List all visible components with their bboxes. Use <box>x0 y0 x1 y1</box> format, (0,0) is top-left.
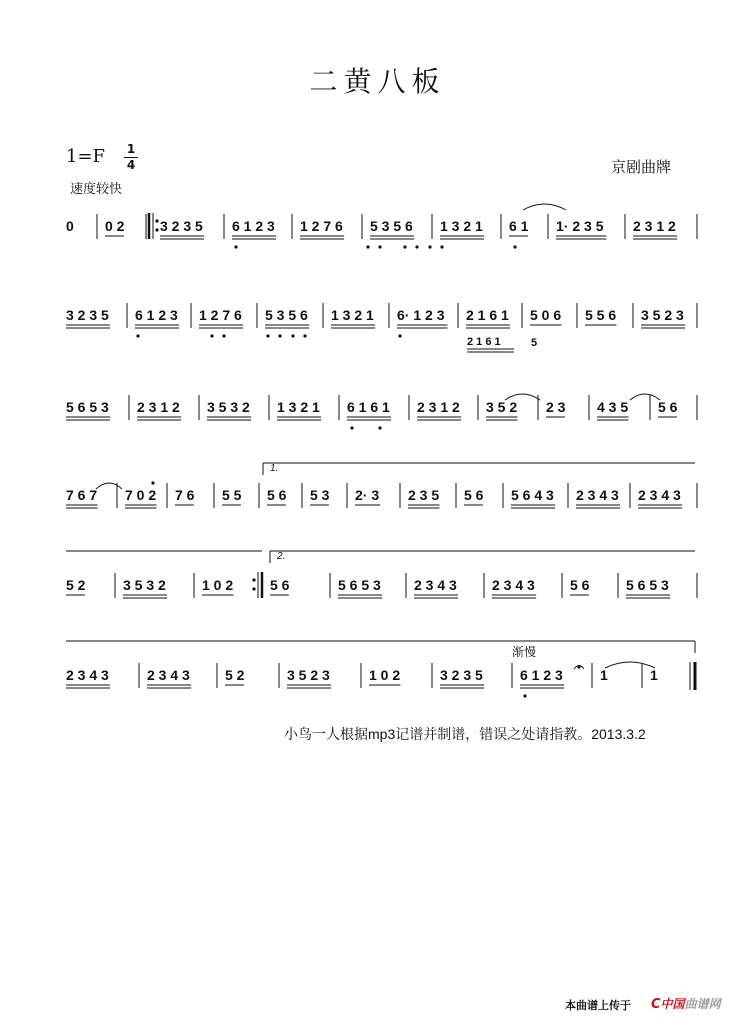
note-group: 1 3 2 1 <box>277 399 320 415</box>
octave-dot <box>222 334 225 337</box>
note-group: 5 6 <box>658 399 678 415</box>
note-group: 5 6 <box>267 487 287 503</box>
octave-dot <box>278 334 281 337</box>
note-group: 2 3 4 3 <box>66 667 109 683</box>
note-group: 5 6 <box>270 577 290 593</box>
note-group: 2· 3 <box>355 487 380 503</box>
fermata-dot <box>577 665 580 668</box>
octave-dot <box>378 426 381 429</box>
note-group: 3 5 3 2 <box>207 399 250 415</box>
note-group: 5 6 4 3 <box>511 487 554 503</box>
note-group: 2 3 4 3 <box>492 577 535 593</box>
note-group: 0 <box>66 218 74 234</box>
note-group: 3 2 3 5 <box>440 667 483 683</box>
site-logo[interactable] <box>651 995 721 1012</box>
note-group: 5 5 <box>222 487 242 503</box>
note-group: 5 3 5 6 <box>370 218 413 234</box>
note-group: 6 1 2 3 <box>232 218 275 234</box>
note-group: 5 6 <box>570 577 590 593</box>
note-group: 2 3 1 2 <box>417 399 460 415</box>
note-group: 5 6 5 3 <box>338 577 381 593</box>
note-group: 2 3 <box>546 399 566 415</box>
octave-dot <box>266 334 269 337</box>
slur-arc <box>630 394 660 400</box>
note-group: 5 6 5 3 <box>626 577 669 593</box>
octave-dot <box>428 245 431 248</box>
octave-dot <box>398 334 401 337</box>
note-group: 1 0 2 <box>202 577 234 593</box>
octave-dot <box>440 245 443 248</box>
octave-dot <box>303 334 306 337</box>
note-group: 4 3 5 <box>597 399 629 415</box>
site-logo-gray-text: 曲谱网 <box>684 997 721 1011</box>
note-group: 7 6 <box>175 487 195 503</box>
note-group: 1 <box>600 667 608 683</box>
octave-dot <box>366 245 369 248</box>
octave-dot <box>234 245 237 248</box>
upper-octave-dot <box>151 481 154 484</box>
transcriber-credit: 小鸟一人根据mp3记谱并制谱，错误之处请指教。2013.3.2 <box>284 726 646 742</box>
repeat-dot <box>252 578 255 581</box>
time-signature-top: 1 <box>126 142 136 156</box>
slur-arc <box>523 204 566 210</box>
note-group: 5 2 <box>66 577 86 593</box>
alt-note-group: 2 1 6 1 <box>467 336 501 348</box>
expression-mark: 渐慢 <box>512 645 537 659</box>
note-group: 2 3 4 3 <box>576 487 619 503</box>
note-group: 1· 2 3 5 <box>556 218 604 234</box>
note-group: 2 3 5 <box>408 487 440 503</box>
volta-label: 2. <box>277 551 286 562</box>
note-group: 3 5 2 3 <box>641 307 684 323</box>
alt-note: 5 <box>531 337 538 349</box>
note-group: 1 <box>650 667 658 683</box>
note-group: 6 1 2 3 <box>135 307 178 323</box>
note-group: 6 1 6 1 <box>347 399 390 415</box>
note-group: 5 0 6 <box>530 307 562 323</box>
note-group: 3 5 2 <box>486 399 518 415</box>
genre-label: 京剧曲牌 <box>611 158 672 176</box>
octave-dot <box>523 694 526 697</box>
note-group: 3 2 3 5 <box>160 218 203 234</box>
time-signature-bottom: 4 <box>126 158 136 172</box>
note-group: 1 2 7 6 <box>300 218 343 234</box>
note-group: 5 3 <box>310 487 330 503</box>
octave-dot <box>415 245 418 248</box>
octave-dot <box>350 426 353 429</box>
note-group: 6· 1 2 3 <box>397 307 445 323</box>
octave-dot <box>403 245 406 248</box>
note-group: 1 3 2 1 <box>440 218 483 234</box>
note-group: 5 6 <box>464 487 484 503</box>
repeat-dot <box>252 587 255 590</box>
note-group: 2 3 4 3 <box>147 667 190 683</box>
note-group: 0 2 <box>105 218 125 234</box>
note-group: 5 2 <box>225 667 245 683</box>
volta-label: 1. <box>270 463 279 474</box>
note-group: 2 3 4 3 <box>414 577 457 593</box>
note-group: 2 1 6 1 <box>466 307 509 323</box>
note-group: 7 0 2 <box>125 487 157 503</box>
site-logo-red-text: 中国 <box>660 997 685 1011</box>
octave-dot <box>210 334 213 337</box>
key-signature: 1=F <box>66 146 106 167</box>
note-group: 1 2 7 6 <box>199 307 242 323</box>
note-group: 3 2 3 5 <box>66 307 109 323</box>
octave-dot <box>136 334 139 337</box>
slur-arc <box>605 662 655 668</box>
note-group: 5 3 5 6 <box>265 307 308 323</box>
note-group: 5 5 6 <box>585 307 617 323</box>
note-group: 6 1 <box>509 218 529 234</box>
repeat-dot <box>155 228 158 231</box>
upload-source-text: 本曲谱上传于 <box>565 999 631 1012</box>
slur-arc <box>96 483 122 489</box>
note-group: 6 1 2 3 <box>520 667 563 683</box>
octave-dot <box>291 334 294 337</box>
octave-dot <box>513 245 516 248</box>
note-group: 5 6 5 3 <box>66 399 109 415</box>
note-group: 2 3 1 2 <box>633 218 676 234</box>
note-group: 2 3 1 2 <box>137 399 180 415</box>
octave-dot <box>378 245 381 248</box>
note-group: 1 3 2 1 <box>331 307 374 323</box>
note-group: 3 5 2 3 <box>287 667 330 683</box>
note-group: 1 0 2 <box>369 667 401 683</box>
note-group: 2 3 4 3 <box>638 487 681 503</box>
note-group: 7 6 7 <box>66 487 98 503</box>
note-group: 3 5 3 2 <box>123 577 166 593</box>
tempo-marking: 速度较快 <box>70 182 123 197</box>
score-title: 二黄八板 <box>309 65 446 98</box>
site-logo-icon: C <box>651 997 661 1012</box>
repeat-dot <box>155 219 158 222</box>
